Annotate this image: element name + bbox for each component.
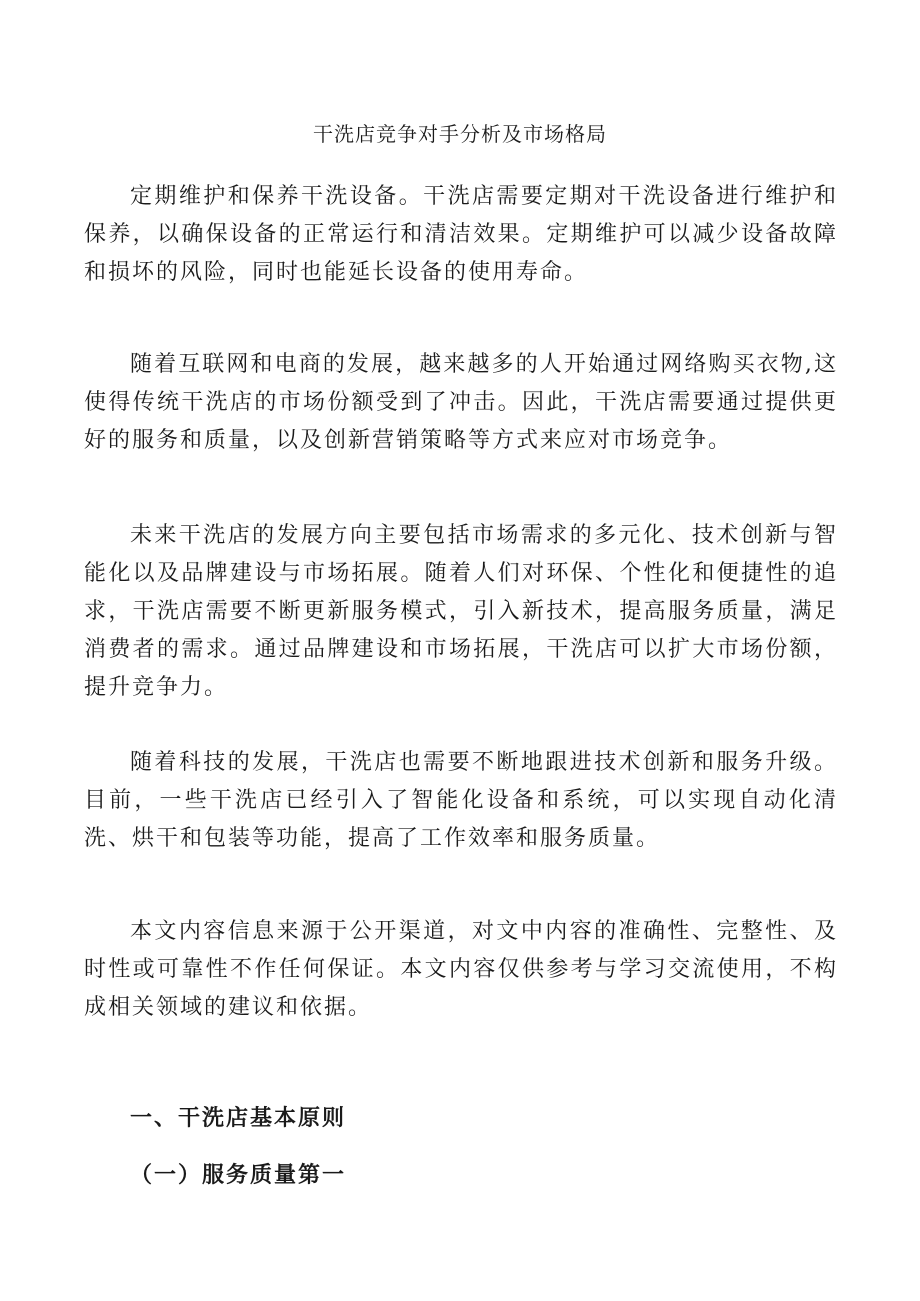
paragraph-equipment-maintenance: 定期维护和保养干洗设备。干洗店需要定期对干洗设备进行维护和保养，以确保设备的正常运行和清洁效果。定期维护可以减少设备故障和损坏的风险，同时也能延长设备的使用寿命。 (84, 184, 838, 285)
paragraph-future-direction: 未来干洗店的发展方向主要包括市场需求的多元化、技术创新与智能化以及品牌建设与市场拓展。随着人们对环保、个性化和便捷性的追求，干洗店需要不断更新服务模式，引入新技术，提高服务质量，满足消费者的需求。通过品牌建设和市场拓展，干洗店可以扩大市场份额，提升竞争力。 (84, 523, 838, 700)
paragraph-disclaimer: 本文内容信息来源于公开渠道，对文中内容的准确性、完整性、及时性或可靠性不作任何保证。本文内容仅供参考与学习交流使用，不构成相关领域的建议和依据。 (84, 919, 838, 1020)
section-heading: 一、干洗店基本原则 (130, 1105, 347, 1131)
subsection-heading: （一）服务质量第一 (130, 1162, 347, 1188)
paragraph-internet-competition: 随着互联网和电商的发展，越来越多的人开始通过网络购买衣物,这使得传统干洗店的市场份额受到了冲击。因此，干洗店需要通过提供更好的服务和质量，以及创新营销策略等方式来应对市场竞争。 (84, 352, 838, 453)
paragraph-technology-upgrade: 随着科技的发展，干洗店也需要不断地跟进技术创新和服务升级。目前，一些干洗店已经引入了智能化设备和系统，可以实现自动化清洗、烘干和包装等功能，提高了工作效率和服务质量。 (84, 750, 838, 851)
document-title: 干洗店竞争对手分析及市场格局 (313, 122, 607, 146)
